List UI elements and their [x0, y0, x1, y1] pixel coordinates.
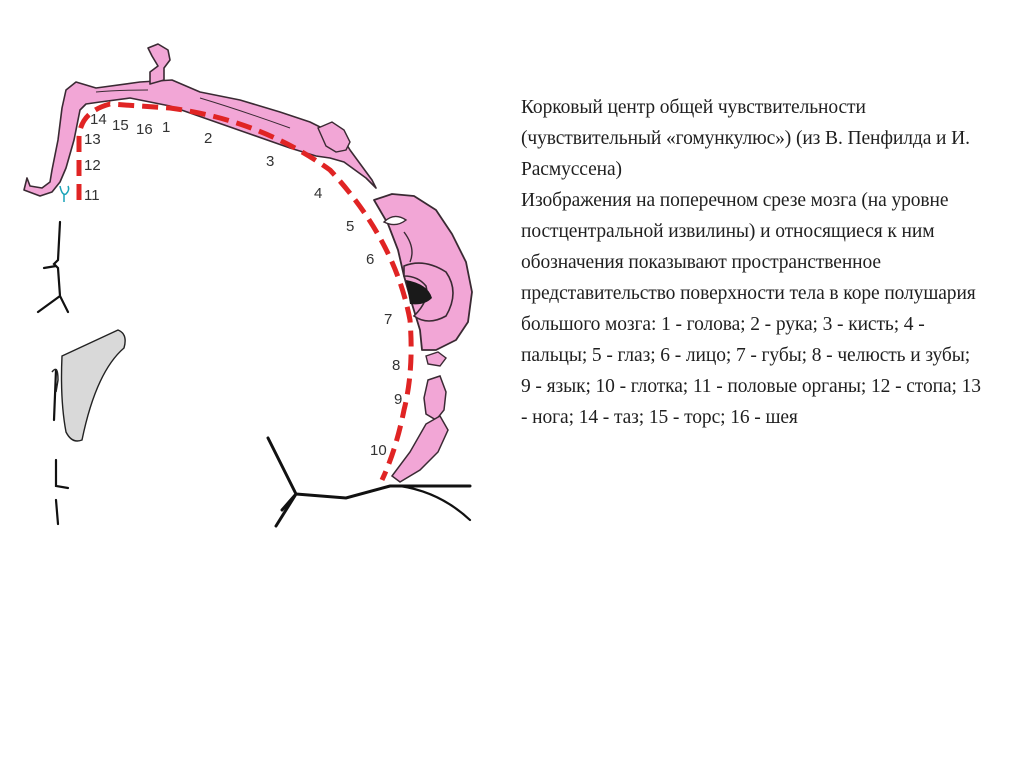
label-6: 6 — [366, 251, 375, 268]
label-12: 12 — [84, 157, 101, 174]
label-13: 13 — [84, 131, 101, 148]
homunculus-neck — [148, 44, 170, 84]
lateral-ventricle — [62, 330, 126, 441]
label-10: 10 — [370, 442, 387, 459]
label-8: 8 — [392, 357, 401, 374]
label-16: 16 — [136, 121, 153, 138]
genital-marker-icon — [60, 186, 69, 202]
jaw-icon — [426, 352, 446, 366]
homunculus-diagram — [0, 0, 500, 767]
label-3: 3 — [266, 153, 275, 170]
caption-title: Корковый центр общей чувствительности (чувствительный «гомункулюс») (из В. Пенфилда и И. Расмуссена) — [521, 97, 970, 180]
label-11: 11 — [84, 187, 100, 204]
label-4: 4 — [314, 185, 323, 202]
homunculus-face — [374, 194, 472, 366]
lateral-sulcus — [268, 438, 470, 526]
label-14: 14 — [90, 111, 107, 128]
label-7: 7 — [384, 311, 393, 328]
tongue-icon — [424, 376, 446, 420]
label-2: 2 — [204, 130, 213, 147]
label-15: 15 — [112, 117, 129, 134]
sulcus-branch — [400, 486, 470, 520]
slide-caption — [521, 92, 983, 433]
label-5: 5 — [346, 218, 355, 235]
label-1: 1 — [162, 119, 171, 136]
caption-body: Изображения на поперечном срезе мозга (на уровне постцентральной извилины) и относящиеся к ним обозначения показывают пространственное представительство поверхности тела в коре полушария большого мозга: 1 - голова; 2 - рука; 3 - кисть; 4 - пальцы; 5 - глаз; 6 - лицо; 7 - губы; 8 - челюсть и зубы; 9 - язык; 10 - глотка; 11 - половые органы; 12 - стопа; 13 - нога; 14 - таз; 15 - торс; 16 - шея — [521, 190, 981, 428]
midline-fissure — [38, 222, 68, 312]
cortex-band — [79, 104, 411, 480]
label-9: 9 — [394, 391, 403, 408]
